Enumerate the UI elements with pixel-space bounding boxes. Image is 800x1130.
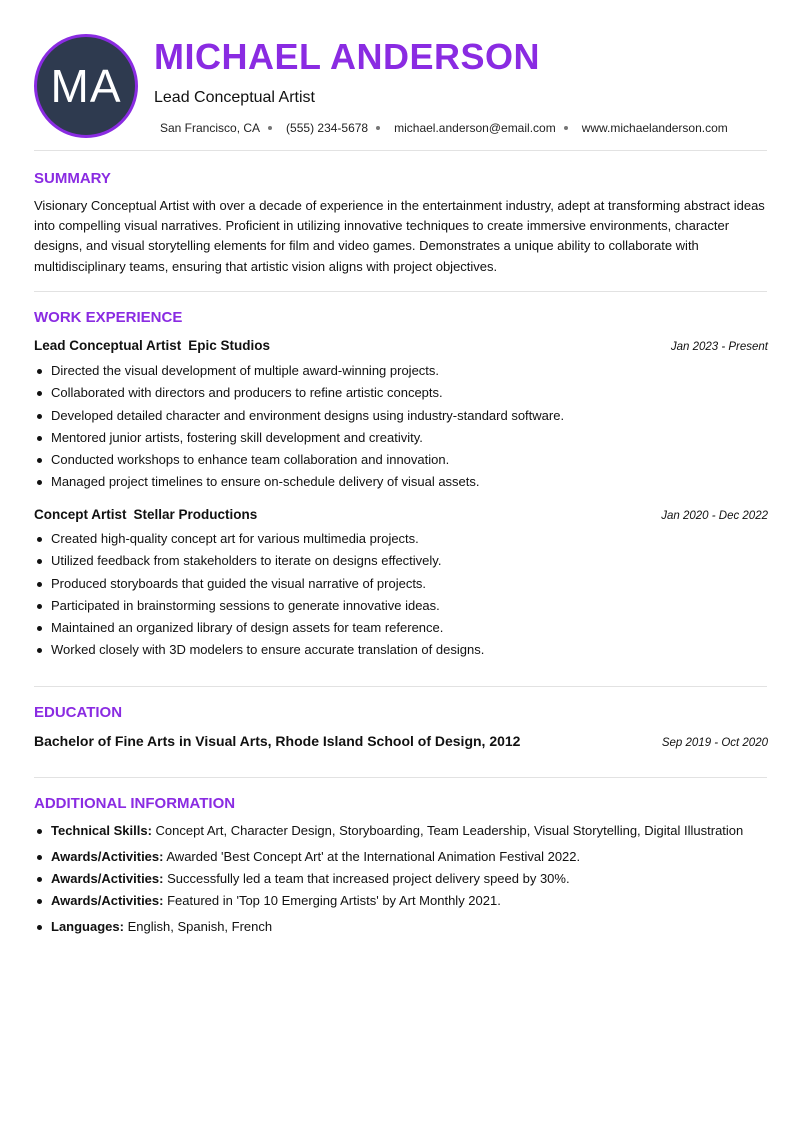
additional-info-heading: ADDITIONAL INFORMATION — [34, 795, 236, 812]
job-company: Epic Studios — [188, 338, 271, 353]
job-header — [34, 337, 768, 355]
info-value: Successfully led a team that increased project delivery speed by 30%. — [167, 871, 570, 886]
job-bullet: Developed detailed character and environment designs using industry-standard software. — [34, 405, 768, 427]
summary-text: Visionary Conceptual Artist with over a decade of experience in the entertainment industry, adept at transforming abstract ideas into compelling visual narratives. Proficient in utilizing innovative techniques to create immersive environments, character designs, and visual storytelling elements for film and video games. Demonstrates a unique ability to collaborate with multidisciplinary teams, ensuring that artistic vision aligns with project objectives. — [34, 198, 765, 274]
job-bullet: Utilized feedback from stakeholders to iterate on designs effectively. — [34, 550, 768, 572]
info-value: Awarded 'Best Concept Art' at the International Animation Festival 2022. — [166, 849, 581, 864]
candidate-title: Lead Conceptual Artist — [154, 89, 315, 106]
contact-line — [160, 121, 728, 135]
job-bullet-list — [34, 528, 768, 662]
section-divider — [34, 150, 767, 151]
info-label: Languages: — [51, 919, 124, 934]
job-bullet: Produced storyboards that guided the visual narrative of projects. — [34, 573, 768, 595]
info-item — [34, 820, 774, 842]
education-dates: Sep 2019 - Oct 2020 — [661, 737, 768, 749]
section-divider — [34, 686, 767, 687]
info-item — [34, 890, 774, 912]
info-item — [34, 868, 774, 890]
job-bullet: Directed the visual development of multiple award-winning projects. — [34, 360, 768, 382]
info-item — [34, 916, 774, 938]
summary-heading: SUMMARY — [34, 170, 111, 187]
job-bullet: Conducted workshops to enhance team collaboration and innovation. — [34, 449, 768, 471]
job-bullet: Managed project timelines to ensure on-schedule delivery of visual assets. — [34, 471, 768, 493]
info-value: Featured in 'Top 10 Emerging Artists' by Art Monthly 2021. — [167, 893, 501, 908]
job-bullet: Participated in brainstorming sessions to generate innovative ideas. — [34, 595, 768, 617]
info-label: Awards/Activities: — [51, 871, 164, 886]
job-role: Concept Artist — [34, 507, 127, 522]
candidate-name: MICHAEL ANDERSON — [154, 36, 541, 77]
contact-email[interactable]: michael.anderson@email.com — [394, 121, 556, 135]
info-label: Awards/Activities: — [51, 893, 164, 908]
job-bullet: Collaborated with directors and producers to refine artistic concepts. — [34, 382, 768, 404]
info-label: Awards/Activities: — [51, 849, 164, 864]
job-bullet-list — [34, 360, 768, 494]
education-entry — [34, 733, 768, 749]
contact-phone[interactable]: (555) 234-5678 — [286, 121, 369, 135]
job-role: Lead Conceptual Artist — [34, 338, 182, 353]
separator-dot — [376, 126, 380, 130]
contact-location: San Francisco, CA — [160, 121, 261, 135]
contact-website[interactable]: www.michaelanderson.com — [581, 121, 728, 135]
job-dates: Jan 2023 - Present — [670, 341, 768, 353]
education-heading: EDUCATION — [34, 704, 123, 721]
additional-info-list — [34, 820, 774, 938]
avatar — [34, 34, 138, 138]
job-dates: Jan 2020 - Dec 2022 — [661, 510, 768, 522]
info-value: Concept Art, Character Design, Storyboarding, Team Leadership, Visual Storytelling, Digital Illustration — [155, 823, 744, 838]
info-item — [34, 846, 774, 868]
job-bullet: Maintained an organized library of design assets for team reference. — [34, 617, 768, 639]
experience-heading: WORK EXPERIENCE — [34, 309, 183, 326]
job-bullet: Worked closely with 3D modelers to ensure accurate translation of designs. — [34, 639, 768, 661]
job-company: Stellar Productions — [133, 507, 258, 522]
section-divider — [34, 777, 767, 778]
education-degree: Bachelor of Fine Arts in Visual Arts, Rhode Island School of Design, 2012 — [34, 733, 521, 749]
job-bullet: Mentored junior artists, fostering skill development and creativity. — [34, 427, 768, 449]
job-bullet: Created high-quality concept art for various multimedia projects. — [34, 528, 768, 550]
info-label: Technical Skills: — [51, 823, 152, 838]
info-value: English, Spanish, French — [127, 919, 273, 934]
separator-dot — [564, 126, 568, 130]
job-header — [34, 506, 768, 524]
separator-dot — [268, 126, 272, 130]
section-divider — [34, 291, 767, 292]
avatar-initials: MA — [50, 60, 122, 112]
